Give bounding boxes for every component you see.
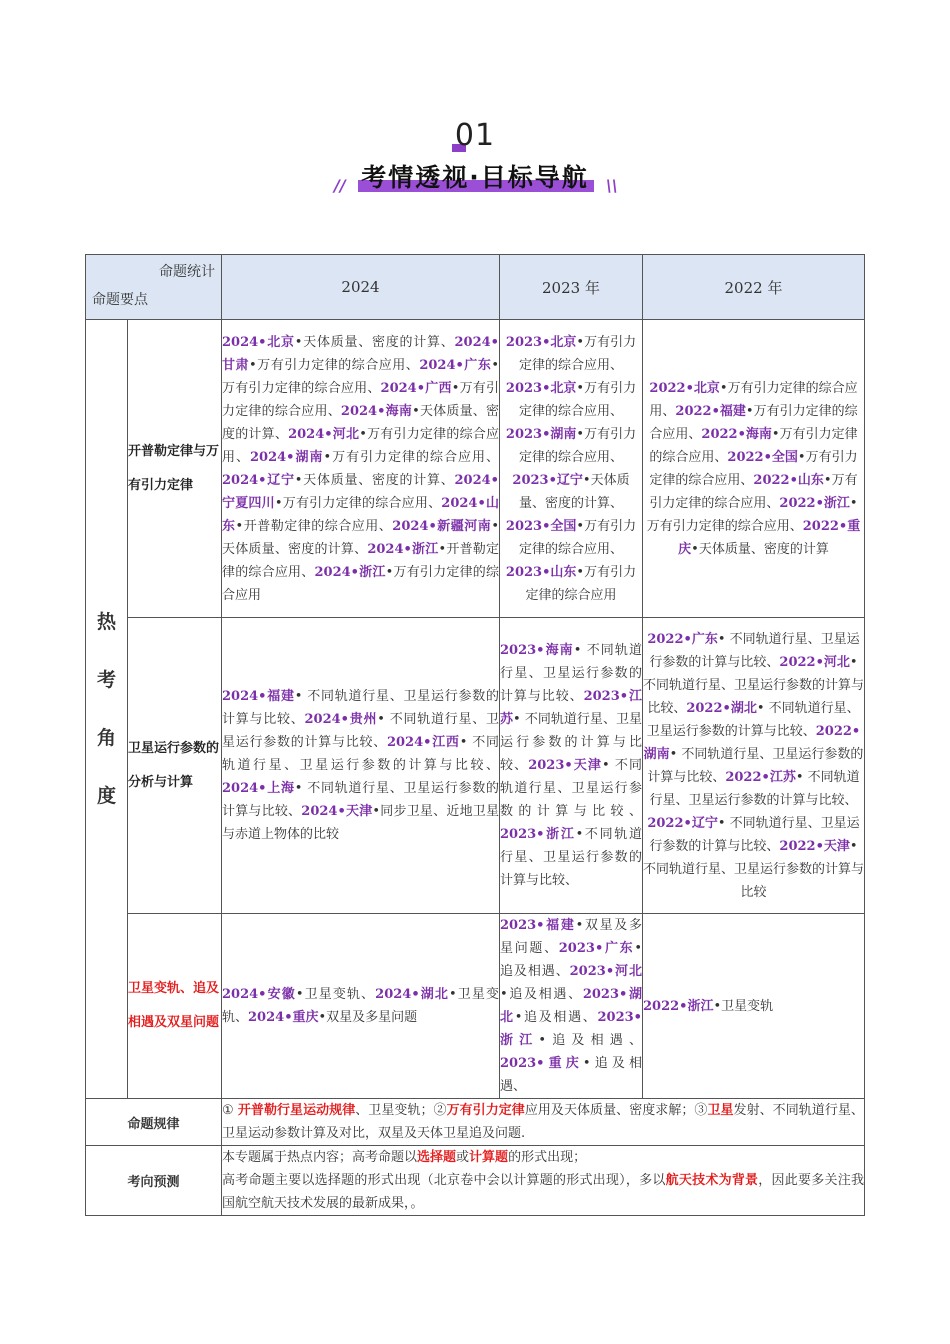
exam-tag: 2022•浙江 [779, 495, 850, 511]
exam-topic: •不同轨道行星、卫星运行参数的计算与比较、 [500, 827, 642, 888]
exam-tag: 2023•天津 [528, 758, 602, 773]
rule-text [222, 1099, 865, 1146]
exam-tag: 2023•重庆 [500, 1056, 583, 1071]
exam-tag: 2024•江西 [386, 735, 460, 750]
highlight-text: 卫星 [707, 1103, 734, 1118]
forecast-label: 考向预测 [86, 1146, 222, 1216]
exam-tag: 2024•湖南 [249, 449, 324, 465]
section-label [86, 320, 128, 1099]
highlight-text: 万有引力定律 [446, 1103, 525, 1118]
exam-tag: 2024•上海 [222, 781, 295, 796]
exam-tag: 2023•辽宁 [512, 472, 583, 488]
exam-topic: •卫星变轨、 [295, 987, 376, 1002]
entries-2022 [643, 618, 865, 914]
exam-tag: 2023•江苏 [500, 689, 642, 727]
exam-tag: 2022•河北 [779, 654, 850, 670]
exam-topic: • 不同轨道行星、卫星运行参数的计算与比较、 [222, 781, 499, 819]
forecast-row [86, 1146, 865, 1216]
exam-tag: 2022•重庆 [678, 518, 861, 557]
exam-topic: •万有引力定律的综合应用 [222, 564, 499, 603]
left-decoration: // [334, 176, 346, 195]
exam-tag: 2024•浙江 [367, 541, 439, 557]
body-text: 本专题属于热点内容；高考命题以 [222, 1150, 418, 1165]
exam-topic: •追及相遇、 [514, 1010, 598, 1025]
table-row [86, 320, 865, 618]
exam-topic: •万有引力定律的综合应用、 [649, 426, 858, 465]
corner-cell [86, 255, 222, 320]
entries-2024 [222, 914, 500, 1099]
exam-tag: 2024•安徽 [222, 987, 296, 1002]
entries-2023 [500, 618, 643, 914]
section-label-char: 热 [96, 611, 116, 633]
exam-topic: •天体质量、密度的计算、 [294, 334, 455, 350]
exam-tag: 2023•全国 [505, 518, 577, 534]
exam-topic: •追及相遇、 [538, 1033, 642, 1048]
year-header-2023: 2023 年 [500, 255, 643, 320]
table-row [86, 914, 865, 1099]
forecast-text [222, 1146, 865, 1216]
exam-topic: •万有引力定律的综合应用、 [222, 357, 499, 396]
section-label-char: 度 [96, 785, 116, 807]
exam-tag: 2024•海南 [340, 403, 413, 419]
exam-topic: •万有引力定律的综合应用、 [649, 403, 858, 442]
header-row [86, 255, 865, 320]
exam-topic: •万有引力定律的综合应用、 [649, 380, 858, 419]
corner-top-label: 命题统计 [159, 264, 215, 280]
exam-topic: •万有引力定律的综合应用、 [649, 472, 858, 511]
highlight-text: 选择题 [417, 1150, 457, 1165]
exam-tag: 2024•天津 [301, 804, 373, 819]
exam-topic: •万有引力定律的综合应用 [525, 564, 637, 603]
entries-2024 [222, 320, 500, 618]
body-text: ，因此要多关注我国航空航天技术发展的最新成果，。 [222, 1173, 864, 1211]
exam-tag: 2022•湖北 [686, 700, 757, 716]
exam-tag: 2022•辽宁 [647, 815, 718, 831]
highlight-text: 航天技术为背景 [665, 1173, 759, 1188]
exam-topic: • 不同轨道行星、卫星运行参数的计算与比较、 [647, 746, 864, 785]
exam-tag: 2024•宁夏四川 [222, 472, 499, 511]
exam-topic: •开普勒定律的综合应用、 [222, 541, 499, 580]
exam-topic: •双星及多星问题、 [500, 918, 642, 956]
body-text: 发射、不同轨道行星、卫星运动参数计算及对比，双星及天体卫星追及问题. [222, 1103, 864, 1141]
exam-tag: 2022•山东 [753, 472, 824, 488]
exam-topic: • 不同轨道行星、卫星运行参数的计算与比较、 [643, 654, 865, 716]
exam-topic: • 不同轨道行星、卫星运行参数的计算与比较、 [649, 815, 860, 854]
exam-tag: 2024•广东 [419, 357, 492, 373]
exam-topic: •同步卫星、近地卫星与赤道上物体的比较 [222, 804, 499, 842]
exam-tag: 2022•全国 [727, 449, 798, 465]
table-row [86, 618, 865, 914]
exam-tag: 2022•湖南 [643, 723, 861, 762]
exam-topic: •天体质量、密度的计算、 [518, 472, 630, 511]
exam-tag: 2022•江苏 [725, 769, 796, 785]
exam-tag: 2023•北京 [505, 380, 577, 396]
entries-2022 [643, 914, 865, 1099]
section-header [0, 118, 950, 208]
exam-tag: 2023•山东 [505, 564, 577, 580]
right-decoration: \\ [606, 176, 618, 195]
exam-topic: • 不同轨道行星、卫星运行参数的计算与比较、 [649, 769, 860, 808]
exam-tag: 2024•甘肃 [222, 334, 499, 373]
exam-topic: •万有引力定律的综合应用、 [649, 449, 858, 488]
exam-topic: •万有引力定律的综合应用、 [323, 449, 499, 465]
year-header-2022: 2022 年 [643, 255, 865, 320]
exam-topic: •追及相遇、 [500, 1056, 642, 1094]
body-text: ① [222, 1103, 238, 1118]
exam-analysis-table [85, 254, 865, 1216]
exam-topic: • 不同轨道行星、卫星运行参数的计算与比较、 [222, 712, 499, 750]
section-label-char: 考 [96, 669, 116, 691]
year-header-2024: 2024 [222, 255, 500, 320]
exam-topic: •不同轨道行星、卫星运行参数的计算与比较 [643, 838, 865, 900]
rule-row [86, 1099, 865, 1146]
exam-topic: •追及相遇、 [500, 941, 642, 979]
exam-topic: •双星及多星问题 [318, 1010, 418, 1025]
rule-label: 命题规律 [86, 1099, 222, 1146]
exam-tag: 2023•河北 [569, 964, 642, 979]
entries-2024 [222, 618, 500, 914]
exam-tag: 2023•浙江 [500, 1010, 642, 1048]
entries-2023 [500, 320, 643, 618]
highlight-text: 开普勒行星运动规律 [237, 1103, 356, 1118]
exam-tag: 2023•湖北 [500, 987, 642, 1025]
exam-tag: 2024•湖北 [375, 987, 449, 1002]
exam-tag: 2024•贵州 [304, 712, 378, 727]
section-label-char: 角 [96, 727, 116, 749]
exam-topic: •开普勒定律的综合应用、 [235, 518, 393, 534]
topic-cell: 卫星变轨、追及相遇及双星问题 [128, 914, 222, 1099]
exam-topic: •万有引力定律的综合应用、 [222, 426, 499, 465]
exam-topic: • 不同轨道行星、卫星运行参数的计算与比较、 [649, 631, 860, 670]
exam-topic: •天体质量、密度的计算、 [294, 472, 455, 488]
exam-tag: 2022•北京 [649, 380, 720, 396]
section-number: 01 [454, 118, 496, 153]
corner-bottom-label: 命题要点 [92, 292, 148, 308]
exam-tag: 2024•重庆 [248, 1010, 319, 1025]
exam-topic: •万有引力定律的综合应用、 [646, 495, 858, 534]
exam-topic: • 不同轨道行星、卫星运行参数的计算与比较、 [500, 712, 642, 773]
exam-tag: 2023•浙江 [500, 827, 576, 842]
body-text: 高考命题主要以选择题的形式出现（北京卷中会以计算题的形式出现），多以 [222, 1173, 666, 1188]
exam-topic: •万有引力定律的综合应用、 [518, 518, 637, 557]
exam-topic: •万有引力定律的综合应用、 [249, 357, 420, 373]
exam-tag: 2024•山东 [222, 495, 499, 534]
highlight-text: 计算题 [469, 1150, 509, 1165]
exam-tag: 2024•浙江 [314, 564, 386, 580]
exam-topic: •天体质量、密度的计算、 [222, 518, 499, 557]
exam-tag: 2024•河北 [288, 426, 360, 442]
exam-topic: • 不同轨道行星、卫星运行参数的计算与比较、 [500, 758, 642, 819]
body-text: 的形式出现； [508, 1150, 587, 1165]
exam-topic: • 不同轨道行星、卫星运行参数的计算与比较、 [646, 700, 860, 739]
body-text: 应用及天体质量、密度求解；③ [524, 1103, 708, 1118]
exam-tag: 2022•浙江 [643, 998, 714, 1014]
exam-tag: 2023•福建 [500, 918, 576, 933]
entries-2023 [500, 914, 643, 1099]
exam-tag: 2022•海南 [701, 426, 772, 442]
exam-topic: •万有引力定律的综合应用、 [518, 380, 637, 419]
exam-topic: • 不同轨道行星、卫星运行参数的计算与比较、 [500, 643, 642, 704]
exam-topic: •万有引力定律的综合应用、 [518, 334, 637, 373]
exam-tag: 2023•海南 [500, 643, 574, 658]
exam-topic: •卫星变轨 [713, 998, 774, 1014]
exam-topic: • 不同轨道行星、卫星运行参数的计算与比较、 [222, 735, 499, 773]
exam-tag: 2024•福建 [222, 689, 295, 704]
exam-tag: 2022•天津 [779, 838, 850, 854]
exam-tag: 2023•北京 [505, 334, 577, 350]
exam-topic: •万有引力定律的综合应用、 [222, 380, 499, 419]
exam-topic: •天体质量、密度的计算 [691, 541, 829, 557]
exam-tag: 2023•湖南 [505, 426, 577, 442]
entries-2022 [643, 320, 865, 618]
exam-tag: 2022•广东 [647, 631, 718, 647]
exam-tag: 2024•北京 [222, 334, 295, 350]
topic-cell: 卫星运行参数的分析与计算 [128, 618, 222, 914]
body-text: 、卫星变轨；② [355, 1103, 447, 1118]
exam-tag: 2022•福建 [675, 403, 746, 419]
section-title: 考情透视·目标导航 [361, 163, 589, 192]
exam-topic: •万有引力定律的综合应用、 [518, 426, 637, 465]
body-text: 或 [456, 1150, 470, 1165]
exam-tag: 2024•辽宁 [222, 472, 295, 488]
exam-topic: • 不同轨道行星、卫星运行参数的计算与比较、 [222, 689, 499, 727]
exam-tag: 2023•广东 [558, 941, 635, 956]
exam-topic: •天体质量、密度的计算、 [222, 403, 500, 442]
exam-tag: 2024•新疆河南 [392, 518, 492, 534]
exam-tag: 2024•广西 [380, 380, 452, 396]
exam-topic: •卫星变轨、 [222, 987, 499, 1025]
exam-topic: •追及相遇、 [500, 987, 583, 1002]
topic-cell: 开普勒定律与万有引力定律 [128, 320, 222, 618]
exam-topic: •万有引力定律的综合应用、 [274, 495, 442, 511]
